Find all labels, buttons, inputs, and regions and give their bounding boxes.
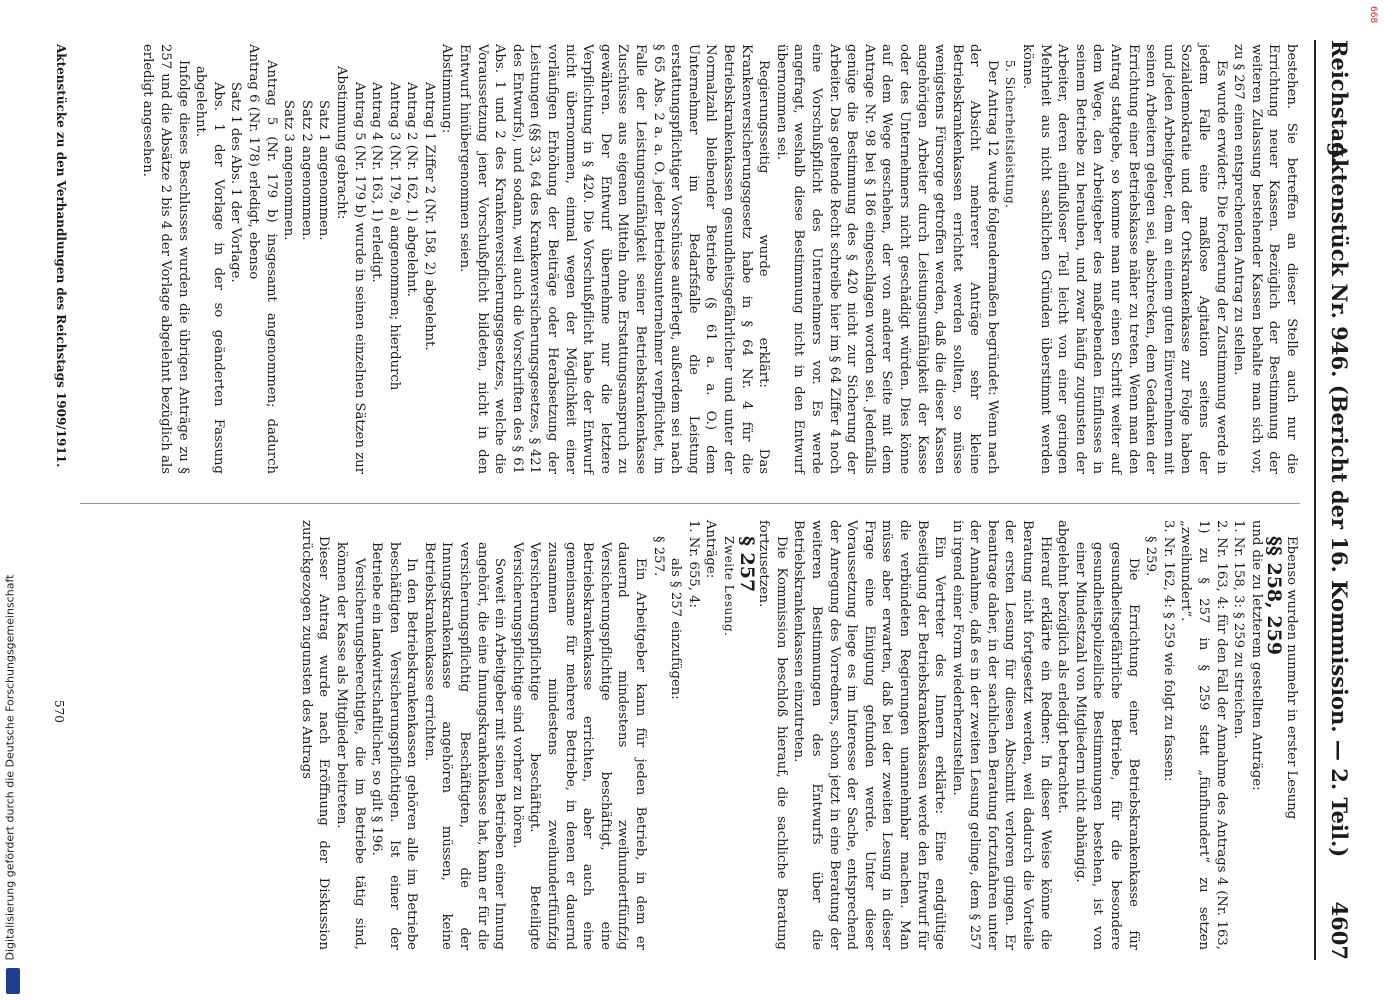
paragraph: Hierauf erklärte ein Redner: In dieser Weise könne die Beratung nicht fortgesetzt werden, weil dadurch die Vorteile der ersten Lesung für diesen Abschnitt verloren gingen. Er beantrage daher, in der sachlichen Beratung fortzufahren unter der Annahme, daß es in der zweiten Lesung gelinge, dem § 257 in irgend einer Form wiederherzustellen. — [949, 520, 1053, 950]
paragraph: Soweit ein Arbeitgeber mit seinen Betrieben einer Innung angehört, die eine Innungskrankenkasse hat, kann er für die versicherungspflichtig Beschäftigten, die der Innungskrankenkasse angehören müssen, keine Betriebskrankenkasse errichten. — [421, 542, 508, 950]
paragraph: Satz 1 des Abs. 1 der Vorlage. — [228, 82, 244, 283]
paragraph: Versicherungsberechtigte, die im Betriebe tätig sind, können der Kasse als Mitglieder beitreten. — [333, 542, 367, 950]
paragraph: Dieser Antrag wurde nach Eröffnung der Diskussion zurückgezogen zugunsten des Antrags — [298, 520, 332, 950]
vote-item: Antrag 5 (Nr. 179 b) wurde in seinen einzelnen Sätzen zur Abstimmung gebracht: — [333, 66, 367, 474]
vote-label: Abstimmung: — [439, 44, 455, 134]
sentence-vote: Satz 2 angenommen. — [298, 100, 314, 241]
sentence-vote: Satz 1 angenommen. — [316, 100, 332, 241]
paragraph: bestehen. Sie betreffen an dieser Stelle auch nur die Errichtung neuer Kassen. Bezüglich der Bestimmung der weiteren Zulassung bestehender Kassen behalte man sich vor, zu § 267 einen entsprechenden Antrag zu stellen. — [1231, 44, 1299, 474]
corner-mark-text: 668 — [1368, 6, 1378, 24]
header-page-number: 4607 — [1327, 901, 1352, 960]
corner-mark — [1368, 6, 1378, 30]
right-column — [297, 520, 1300, 950]
paragraph: Antrag 5 (Nr. 179 b) insgesamt angenommen; dadurch Antrag 6 (Nr. 178) erledigt, ebenso — [245, 44, 279, 474]
header-left: Reichstag. — [1327, 40, 1352, 164]
paragraph: Abs. 1 der Vorlage in der so geänderten Fassung abgelehnt. — [193, 66, 226, 474]
column-divider — [80, 503, 1300, 504]
paragraph: Es wurde erwidert: Die Forderung der Zustimmung werde in jedem Falle eine maßlose Agitation seitens der Sozialdemokratie und der Ortskrankenkasse zur Folge haben und jeden Arbeitgeber, dem an einem guten Einvernehmen mit seinen Arbeitern gelegen sei, abschrecken, dem Gedanken der Errichtung einer Betriebskasse näher zu treten. Wenn man den Antrag stattgebe, so komme man nur einen Schritt weiter auf dem Wege, den Arbeitgeber des maßgebenden Einflusses in seinem Betriebe zu berauben, und zwar häufig zugunsten der Arbeiter, deren einflußloser Teil leicht von einer geringen Mehrheit aus nicht sachlichen Gründen überstimmt werden könne. — [1020, 44, 1229, 474]
page-header — [1324, 40, 1370, 960]
paragraph: Ebenso wurden nunmehr in erster Lesung — [1284, 536, 1299, 820]
paragraph: abgelehnt bezüglich als erledigt betrachtet. — [1055, 520, 1071, 814]
left-column — [139, 44, 1300, 474]
header-title: Aktenstück Nr. 946. (Bericht der 16. Kommission. — 2. Teil.) — [1327, 142, 1352, 858]
vote-item: Antrag 1 Ziffer 2 (Nr. 158, 2) abgelehnt. — [421, 82, 437, 351]
vote-item: Antrag 4 (Nr. 163, 1) erledigt. — [369, 82, 385, 283]
list-item: 3. Nr. 162, 4: § 259 wie folgt zu fassen: — [1160, 520, 1176, 782]
paragraph: Ein Vertreter des Innern erklärte: Eine endgültige Beseitigung der Betriebskrankenkassen werde den Entwurf für die verbündeten Regierungen unannehmbar machen. Man müsse aber erwarten, daß bei der zweiten Lesung in dieser Frage eine Einigung gefunden werde. Unter dieser Voraussetzung liege es im Interesse der Sache, entsprechend der Anregung des Vorredners, schon jetzt in eine Beratung der weiteren Bestimmungen des Entwurfs über die Betriebskrankenkassen einzutreten. — [791, 520, 948, 950]
vote-item: Antrag 2 (Nr. 162, 1) abgelehnt. — [404, 82, 420, 297]
paragraph: und die zu letzterem gestellten Anträge: — [1248, 520, 1264, 791]
paragraph: Infolge dieses Beschlusses wurden die übrigen Anträge zu § 257 und die Absätze 2 bis 4 der Vorlage abgelehnt bezüglich als erledigt angesehen. — [140, 44, 191, 474]
header-rule — [1314, 40, 1316, 960]
paragraph: Regierungsseitig wurde erklärt: Das Krankenversicherungsgesetz habe in § 64 Nr. 4 für die Betriebskrankenkassen gesundheitsgefährlicher und unter der Normalzahl bleibender Betriebe (§ 61 a. a. O.) dem Unternehmer im Bedarfsfalle die Leistung erstattungspflichtiger Vorschüsse auferlegt, außerdem sei nach § 65 Abs. 2 a. a. O. jeder Betriebsunternehmer verpflichtet, im Falle der Leistungsunfähigkeit seiner Betriebskrankenkasse Zuschüsse aus eigenen Mitteln ohne Erstattungsanspruch zu gewähren. Der Entwurf übernehme nur die letztere Verpflichtung in § 420. Die Vorschußpflicht habe der Entwurf nicht übernommen, einmal wegen der Möglichkeit einer vorläufigen Erhöhung der Beiträge oder Herabsetzung der Leistungen (§§ 33, 64 des Krankenversicherungsgesetzes, § 421 des Entwurfs), und sodann, weil auch die Vorschriften des § 61 Abs. 1 und 2 des Krankenversicherungsgesetzes, welche die Voraussetzung jener Vorschußpflicht bildeten, nicht in den Entwurf hinübergenommen seien. — [457, 44, 772, 474]
list-item: 1. Nr. 655, 4: — [685, 520, 701, 608]
list-item: 1. Nr. 158, 3: § 259 zu streichen. — [1231, 520, 1247, 739]
section-title: 5. Sicherheitsleistung. — [1003, 60, 1018, 209]
section-title: §§ 258, 259 — [1263, 536, 1286, 656]
vote-item: Antrag 3 (Nr. 179, a) angenommen; hierdurch — [386, 82, 402, 391]
paragraph: Ein Arbeitgeber kann für jeden Betrieb, in dem er dauernd mindestens zweihundertfünfzig Versicherungspflichtige beschäftigt, eine Betriebskrankenkasse errichten, aber auch eine gemeinsame für mehrere Betriebe, in denen er dauernd zusammen mindestens zweihundertfünfzig Versicherungspflichtige beschäftigt. Beteiligte Versicherungspflichtige sind vorher zu hören. — [509, 542, 649, 950]
section-title: § 259. — [1143, 536, 1159, 577]
list-item: 2. Nr. 163, 4: für den Fall der Annahme des Antrags 4 (Nr. 163, 1) zu § 257 in § 259 statt „fünfhundert“ zu setzen „zweihundert“. — [1178, 520, 1229, 950]
section-subtitle: Zweite Lesung. — [722, 536, 736, 637]
paragraph: Die Errichtung einer Betriebskrankenkasse für gesundheitsgefährliche Betriebe, für die besondere gesundheitspolizeiliche Bestimmungen bestehen, ist von einer Mindestzahl von Mitgliedern nicht abhängig. — [1072, 542, 1141, 950]
paragraph: Der Antrag 12 wurde folgendermaßen begründet: Wenn nach der Absicht mehrerer Anträge sehr kleine Betriebskrankenkassen errichtet werden sollten, so müsse wenigstens Fürsorge getroffen werden, daß die dieser Kassen angehörigen Arbeiter durch Leistungsunfähigkeit der Kasse oder des Unternehmers nicht geschädigt würden. Dies könne auf dem Wege geschehen, der von anderer Seite mit dem Antrage Nr. 98 bei § 186 eingeschlagen worden sei. Jedenfalls genüge die Bestimmung des § 420 nicht zur Sicherung der Arbeiter. Das geltende Recht schreibe hier im § 64 Ziffer 4 noch eine Vorschußpflicht des Unternehmers vor. Es werde angefragt, weshalb diese Bestimmung nicht in den Entwurf übernommen sei. — [773, 44, 1000, 474]
section-title: § 257 — [735, 536, 758, 593]
paragraph: Die Kommission beschloß hierauf, die sachliche Beratung fortzusetzen. — [756, 520, 789, 950]
label: Anträge: — [703, 520, 719, 579]
sidebar-credit-text: Digitalisierung gefördert durch die Deutsche Forschungsgemeinschaft — [3, 574, 17, 961]
paragraph: als § 257 einzufügen: — [668, 558, 684, 700]
paragraph: In den Betriebskrankenkassen gehören alle im Betriebe beschäftigten Versicherungspflichtigen. Ist einer der Betriebe ein landwirtschaftlicher, so gilt § 196. — [369, 542, 420, 950]
sidebar-credit — [2, 574, 18, 964]
page-number: 570 — [52, 700, 66, 723]
page-footer: Aktenstücke zu den Verhandlungen des Reichstags 1909/1911. — [54, 44, 68, 468]
section-title: § 257. — [650, 536, 666, 577]
sentence-vote: Satz 3 angenommen. — [281, 100, 297, 241]
dfg-logo — [6, 968, 20, 994]
